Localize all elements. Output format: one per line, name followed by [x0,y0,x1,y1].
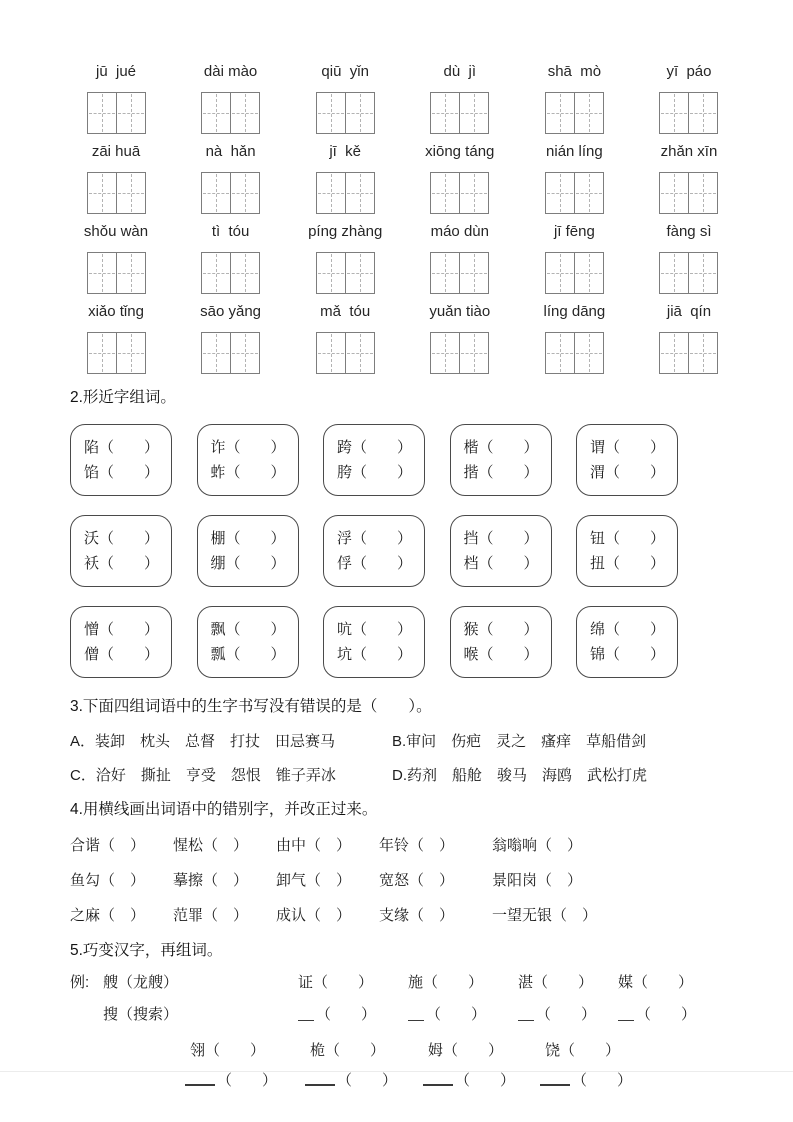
grid-cell [88,173,116,213]
writing-grid [316,252,375,294]
pinyin-column [528,304,620,374]
pair-top: 挡（ ） [463,530,539,547]
q5-answer-row [70,1005,735,1041]
pinyin-column [414,144,506,214]
pinyin-label: yī páo [666,63,712,80]
writing-grid [545,92,604,134]
pinyin-column [643,224,735,294]
grid-cell [202,173,230,213]
grid-cell [431,253,459,293]
answer-blank [423,1083,453,1086]
q5-blank-item [618,1005,696,1025]
grid-cell [459,93,488,133]
grid-cell [574,93,603,133]
pinyin-column [528,224,620,294]
q2-box-row [70,424,678,496]
pinyin-column [299,64,391,134]
writing-grid [545,172,604,214]
answer-blank [185,1083,215,1086]
pinyin-label: jī kě [329,143,362,160]
writing-grid [316,92,375,134]
pinyin-label: shā mò [547,63,602,80]
word-pair-box [70,424,172,496]
q5-item: 姆（ ） [428,1042,504,1059]
pinyin-column [70,144,162,214]
answer-blank [540,1083,570,1086]
writing-grid [430,332,489,374]
pair-bottom: 僧（ ） [84,646,160,663]
grid-cell [660,93,688,133]
grid-cell [546,173,574,213]
pair-top: 浮（ ） [337,530,413,547]
grid-cell [431,93,459,133]
word-pair-box [70,515,172,587]
pinyin-column [528,64,620,134]
pinyin-label: zhǎn xīn [660,143,718,160]
pair-bottom: 渭（ ） [590,464,666,481]
pair-bottom: 档（ ） [463,555,539,572]
q2-title: 2.形近字组词。 [70,389,176,406]
grid-cell [116,93,145,133]
q4-row [70,871,735,891]
grid-cell [202,253,230,293]
pair-top: 钮（ ） [590,530,666,547]
pinyin-column [528,144,620,214]
q5-blank-item [408,1005,486,1025]
pinyin-row [70,304,735,374]
paren-group: （ ） [572,1072,633,1089]
q4-item: 摹擦（ ） [173,872,249,889]
grid-cell [345,93,374,133]
pinyin-label: yuǎn tiào [429,303,491,320]
grid-cell [230,253,259,293]
word-pair-box [576,424,678,496]
grid-cell [660,253,688,293]
q3-title: 3.下面四组词语中的生字书写没有错误的是（ ）。 [70,698,432,715]
pinyin-label: jū jué [95,63,137,80]
q4-item: 年铃（ ） [379,837,455,854]
q5-item: 施（ ） [408,974,484,991]
writing-grid [659,332,718,374]
grid-cell [431,333,459,373]
writing-grid [201,252,260,294]
pair-top: 棚（ ） [210,530,286,547]
page-rule [0,1071,793,1072]
example-answer: 搜（搜索） [103,1006,179,1023]
paren-group: （ ） [536,1006,597,1023]
grid-cell [230,333,259,373]
word-pair-box [323,515,425,587]
grid-cell [88,253,116,293]
paren-group: （ ） [636,1006,697,1023]
pinyin-column [643,304,735,374]
paren-group: （ ） [316,1006,377,1023]
pinyin-label: xiōng táng [425,143,495,160]
pinyin-column [70,304,162,374]
pinyin-column [70,224,162,294]
writing-grid [87,332,146,374]
pair-top: 诈（ ） [210,439,286,456]
pinyin-column [299,304,391,374]
pinyin-label: zāi huā [91,143,141,160]
q4-item: 鱼勾（ ） [70,872,146,889]
pinyin-label: máo dùn [430,223,489,240]
writing-grid [316,172,375,214]
q4-item: 翁嗡响（ ） [492,837,583,854]
q4-item: 宽怒（ ） [379,872,455,889]
pair-top: 绵（ ） [590,621,666,638]
writing-grid [201,172,260,214]
grid-cell [688,93,717,133]
grid-cell [317,173,345,213]
word-pair-box [197,606,299,678]
q2-box-row [70,515,678,587]
q4-item: 之麻（ ） [70,907,146,924]
q3-option-b: B.审问 伤疤 灵之 瘙痒 草船借剑 [392,733,647,750]
q3-option-d: D.药剂 船舱 骏马 海鸥 武松打虎 [392,767,648,784]
pair-top: 憎（ ） [84,621,160,638]
pinyin-row [70,144,735,214]
writing-grid [201,332,260,374]
grid-cell [317,333,345,373]
grid-cell [574,253,603,293]
pair-bottom: 锦（ ） [590,646,666,663]
pair-bottom: 揩（ ） [463,464,539,481]
q4-item: 合谐（ ） [70,837,146,854]
grid-cell [116,173,145,213]
pinyin-column [643,64,735,134]
q4-item: 成认（ ） [276,907,352,924]
pinyin-label: líng dāng [543,303,606,320]
q3-option-c: C．洽好 撕扯 亨受 怨恨 锥子弄冰 [70,767,336,784]
pair-bottom: 瓢（ ） [210,646,286,663]
q4-item: 支缘（ ） [379,907,455,924]
pinyin-column [185,224,277,294]
q5-item: 翎（ ） [190,1042,266,1059]
pinyin-section [70,64,735,374]
pair-bottom: 胯（ ） [337,464,413,481]
pair-top: 沃（ ） [84,530,160,547]
pinyin-label: dù jì [443,63,477,80]
writing-grid [87,252,146,294]
pinyin-label: jī fēng [553,223,595,240]
grid-cell [431,173,459,213]
q3-option-row [70,732,735,752]
q4-item: 范罪（ ） [173,907,249,924]
writing-grid [316,332,375,374]
q2-section [70,388,735,678]
word-pair-box [450,424,552,496]
word-pair-box [70,606,172,678]
pinyin-label: fàng sì [666,223,712,240]
q5-section [70,941,735,1101]
writing-grid [545,252,604,294]
q4-row [70,836,735,856]
pair-bottom: 绷（ ） [210,555,286,572]
grid-cell [574,333,603,373]
q5-item: 桅（ ） [310,1042,386,1059]
paren-group: （ ） [217,1072,278,1089]
writing-grid [545,332,604,374]
word-pair-box [197,515,299,587]
writing-grid [430,92,489,134]
pair-bottom: 蚱（ ） [210,464,286,481]
pinyin-label: tì tóu [211,223,250,240]
grid-cell [688,333,717,373]
writing-grid [87,172,146,214]
writing-grid [430,172,489,214]
q4-section [70,800,735,926]
pair-bottom: 袄（ ） [84,555,160,572]
grid-cell [116,253,145,293]
pinyin-row [70,64,735,134]
grid-cell [660,333,688,373]
pair-bottom: 坑（ ） [337,646,413,663]
grid-cell [202,93,230,133]
pinyin-label: nián líng [546,143,603,160]
word-pair-box [323,424,425,496]
pinyin-label: qiū yǐn [321,63,369,80]
grid-cell [88,333,116,373]
grid-cell [546,93,574,133]
pinyin-column [299,224,391,294]
answer-blank [305,1083,335,1086]
q5-blank-item [423,1071,515,1091]
q5-blank-item [298,1005,376,1025]
grid-cell [116,333,145,373]
grid-cell [459,173,488,213]
q4-item: 卸气（ ） [276,872,352,889]
pair-top: 飘（ ） [210,621,286,638]
pair-top: 陷（ ） [84,439,160,456]
paren-group: （ ） [426,1006,487,1023]
q4-item: 惺松（ ） [173,837,249,854]
word-pair-box [450,606,552,678]
example-label: 例: [70,974,90,991]
answer-blank [518,1019,534,1021]
pinyin-label: jiā qín [666,303,712,320]
q4-item: 一望无银（ ） [492,907,598,924]
q5-item: 湛（ ） [518,974,594,991]
pair-bottom: 馅（ ） [84,464,160,481]
grid-cell [345,173,374,213]
grid-cell [317,93,345,133]
q3-section [70,697,735,786]
pinyin-label: shǒu wàn [83,223,149,240]
q3-option-row [70,766,735,786]
grid-cell [688,173,717,213]
grid-cell [459,333,488,373]
pinyin-label: mǎ tóu [320,303,371,320]
grid-cell [202,333,230,373]
grid-cell [230,173,259,213]
pinyin-label: píng zhàng [308,223,383,240]
pinyin-column [414,224,506,294]
q4-item: 景阳岗（ ） [492,872,583,889]
pinyin-label: xiǎo tǐng [88,303,144,320]
grid-cell [230,93,259,133]
pair-bottom: 俘（ ） [337,555,413,572]
pinyin-column [185,64,277,134]
q5-char-row [70,1041,735,1071]
pair-top: 谓（ ） [590,439,666,456]
q2-box-row [70,606,678,678]
word-pair-box [197,424,299,496]
grid-cell [546,333,574,373]
pinyin-column [299,144,391,214]
writing-grid [659,252,718,294]
grid-cell [574,173,603,213]
q4-title: 4.用横线画出词语中的错别字，并改正过来。 [70,801,378,818]
writing-grid [87,92,146,134]
grid-cell [345,333,374,373]
pinyin-column [414,304,506,374]
pair-bottom: 扭（ ） [590,555,666,572]
paren-group: （ ） [455,1072,516,1089]
pinyin-column [185,144,277,214]
grid-cell [88,93,116,133]
pair-bottom: 喉（ ） [463,646,539,663]
q3-option-a: A．装卸 枕头 总督 打扙 田忌赛马 [70,733,336,750]
word-pair-box [450,515,552,587]
pair-top: 跨（ ） [337,439,413,456]
writing-grid [659,92,718,134]
example-word: 艘（龙艘） [103,974,179,991]
writing-grid [430,252,489,294]
q5-example-row [70,973,735,1005]
q5-title: 5.巧变汉字，再组词。 [70,942,223,959]
q5-item: 证（ ） [298,974,374,991]
pair-top: 吭（ ） [337,621,413,638]
q5-blank-item [518,1005,596,1025]
writing-grid [201,92,260,134]
q5-blank-item [540,1071,632,1091]
pinyin-label: sāo yǎng [200,303,262,320]
answer-blank [408,1019,424,1021]
pinyin-column [185,304,277,374]
word-pair-box [576,515,678,587]
grid-cell [459,253,488,293]
q5-blank-item [305,1071,397,1091]
grid-cell [546,253,574,293]
q5-item: 饶（ ） [545,1042,621,1059]
q5-answer-row [70,1071,735,1101]
grid-cell [345,253,374,293]
q5-blank-item [185,1071,277,1091]
pinyin-column [414,64,506,134]
word-pair-box [576,606,678,678]
q4-item: 由中（ ） [276,837,352,854]
pinyin-column [70,64,162,134]
pair-top: 楷（ ） [463,439,539,456]
pair-top: 猴（ ） [463,621,539,638]
q4-row [70,906,735,926]
answer-blank [618,1019,634,1021]
grid-cell [317,253,345,293]
paren-group: （ ） [337,1072,398,1089]
pinyin-label: nà hǎn [205,143,256,160]
answer-blank [298,1019,314,1021]
pinyin-row [70,224,735,294]
pinyin-column [643,144,735,214]
q5-item: 媒（ ） [618,974,694,991]
grid-cell [660,173,688,213]
word-pair-box [323,606,425,678]
grid-cell [688,253,717,293]
writing-grid [659,172,718,214]
pinyin-label: dài mào [203,63,258,80]
